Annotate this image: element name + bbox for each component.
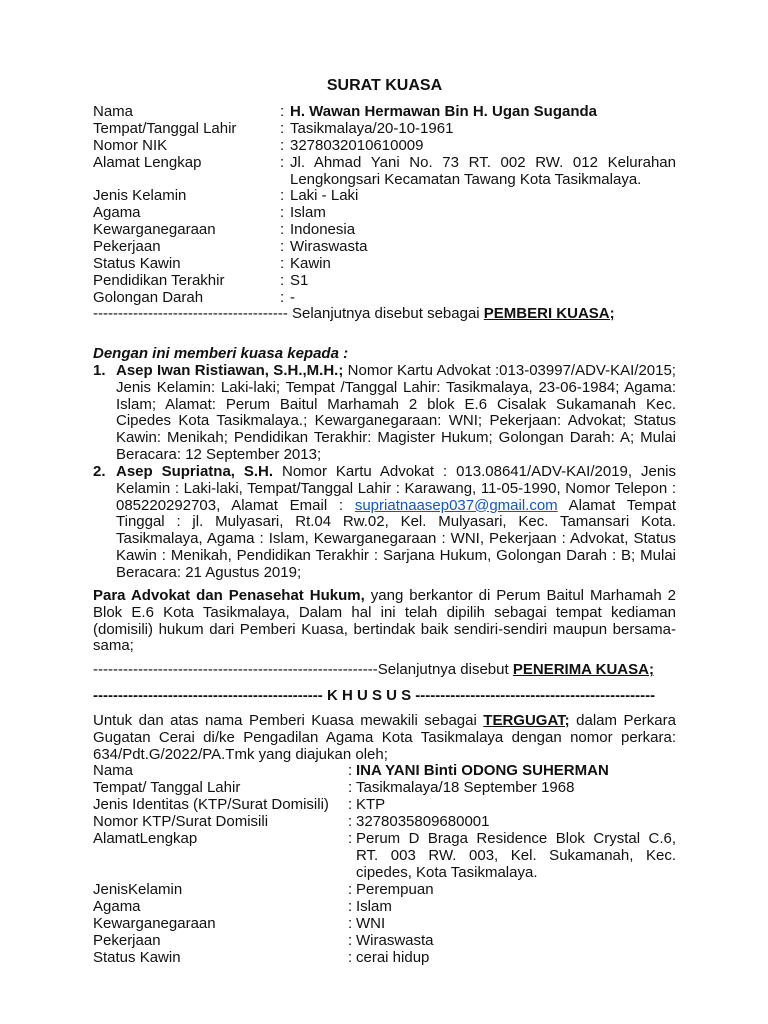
field-value: Islam	[290, 204, 326, 221]
field-colon: :	[280, 221, 285, 238]
field-value: Perempuan	[356, 881, 434, 898]
khusus-line	[93, 688, 676, 705]
field-label: Tempat/ Tanggal Lahir	[93, 779, 241, 796]
document-title: SURAT KUASA	[326, 77, 443, 94]
field-label: Nama	[93, 762, 134, 779]
advokat-entry	[116, 464, 676, 582]
field-colon: :	[348, 898, 353, 915]
dash-separator: ---------------------------------------------------------	[93, 662, 378, 678]
penerima-kuasa-role: PENERIMA KUASA;	[512, 662, 654, 678]
field-value: WNI	[356, 915, 386, 932]
untuk-paragraph	[93, 713, 676, 763]
advokat-details: Nomor Kartu Advokat : 013.08641/ADV-KAI/2019, Jenis Kelamin : Laki-laki, Tempat/Tanggal Lahir : Karawang, 11-05-1990, Nomor Telepon : 085220292703, Alamat Email :	[116, 463, 676, 514]
field-value: H. Wawan Hermawan Bin H. Ugan Suganda	[290, 103, 597, 120]
email-link[interactable]: supriatnaasep037@gmail.com	[354, 496, 558, 514]
field-label: Pendidikan Terakhir	[93, 272, 225, 289]
field-value: -	[290, 289, 295, 306]
para-advokat-text: yang berkantor di Perum Baitul Marhamah 2 Blok E.6 Kota Tasikmalaya, Dalam hal ini telah dipilih sebagai tempat kediaman (domisili) hukum dari Pemberi Kuasa, bertindak baik sendiri-sendiri maupun bersama-sama;	[93, 587, 676, 655]
para-advokat-paragraph	[93, 588, 676, 655]
dash-separator: ----------------------------------------------	[93, 688, 327, 704]
field-colon: :	[348, 932, 353, 949]
line-text: Selanjutnya disebut sebagai	[287, 306, 484, 322]
advokat-details-continued: Alamat Tempat Tinggal : jl. Mulyasari, Rt.04 Rw.02, Kel. Mulyasari, Kec. Tamansari Kota. Tasikmalaya, Agama : Islam, Kewarganegaraan : WNI, Pekerjaan : Advokat, Status Kawin : Menikah, Pendidikan Terakhir : Sarjana Hukum, Golongan Darah : B; Mulai Beracara: 21 Agustus 2019;	[116, 496, 676, 581]
field-value: Islam	[356, 898, 392, 915]
field-colon: :	[280, 272, 285, 289]
field-label: Jenis Kelamin	[93, 187, 187, 204]
field-value: Wiraswasta	[290, 238, 368, 255]
field-value: 3278032010610009	[290, 137, 424, 154]
list-number: 1.	[93, 362, 106, 379]
field-label: Jenis Identitas (KTP/Surat Domisili)	[93, 796, 329, 813]
para-advokat-label: Para Advokat dan Penasehat Hukum,	[93, 587, 365, 604]
list-item	[93, 363, 676, 463]
field-colon: :	[348, 830, 353, 847]
field-colon: :	[348, 881, 353, 898]
field-colon: :	[348, 779, 353, 796]
field-label: Status Kawin	[93, 255, 181, 272]
pemberi-kuasa-line	[93, 306, 676, 323]
untuk-text: Untuk dan atas nama Pemberi Kuasa mewakili sebagai	[93, 712, 484, 729]
field-label: Nomor NIK	[93, 137, 168, 154]
field-label: Status Kawin	[93, 949, 181, 966]
field-colon: :	[280, 289, 285, 306]
field-label: Agama	[93, 204, 141, 221]
pemberi-kuasa-role: PEMBERI KUASA;	[483, 306, 615, 322]
field-value: Indonesia	[290, 221, 356, 238]
field-colon: :	[348, 762, 353, 779]
advokat-name: Asep Supriatna, S.H.	[116, 463, 274, 480]
dash-separator: ------------------------------------------------	[411, 688, 656, 704]
field-value: Tasikmalaya/18 September 1968	[356, 779, 575, 796]
field-colon: :	[280, 255, 285, 272]
list-item	[93, 464, 676, 584]
field-label: Alamat Lengkap	[93, 154, 202, 171]
field-label: Agama	[93, 898, 141, 915]
field-label: JenisKelamin	[93, 881, 183, 898]
advokat-name: Asep Iwan Ristiawan, S.H.,M.H.;	[116, 362, 344, 379]
field-colon: :	[348, 796, 353, 813]
field-value: KTP	[356, 796, 386, 813]
field-value: Perum D Braga Residence Blok Crystal C.6, RT. 003 RW. 003, Kel. Sukamanah, Kec. cipedes, Kota Tasikmalaya.	[356, 830, 676, 881]
dash-separator: ---------------------------------------	[93, 306, 288, 322]
kuasa-heading: Dengan ini memberi kuasa kepada :	[93, 345, 349, 362]
field-colon: :	[280, 238, 285, 255]
field-value: cerai hidup	[356, 949, 430, 966]
field-value: INA YANI Binti ODONG SUHERMAN	[356, 762, 609, 779]
field-label: Nama	[93, 103, 134, 120]
field-value: 3278035809680001	[356, 813, 490, 830]
field-label: AlamatLengkap	[93, 830, 198, 847]
field-value: Kawin	[290, 255, 331, 272]
list-number: 2.	[93, 463, 106, 480]
field-value: Laki - Laki	[290, 187, 359, 204]
advokat-entry	[116, 363, 676, 464]
field-value: Jl. Ahmad Yani No. 73 RT. 002 RW. 012 Kelurahan Lengkongsari Kecamatan Tawang Kota Tasikmalaya.	[290, 154, 676, 188]
penerima-kuasa-line	[93, 662, 676, 679]
khusus-word: K H U S U S	[326, 688, 412, 704]
field-colon: :	[280, 187, 285, 204]
field-colon: :	[280, 204, 285, 221]
field-label: Pekerjaan	[93, 238, 161, 255]
field-colon: :	[348, 915, 353, 932]
advokat-details: Nomor Kartu Advokat :013-03997/ADV-KAI/2015; Jenis Kelamin: Laki-laki; Tempat /Tanggal Lahir: Tasikmalaya, 23-06-1984; Agama: Islam; Alamat: Perum Baitul Marhamah 2 blok E.6 Cisalak Sukamanah Kec. Cipedes Kota Tasikmalaya.; Kewarganegaraan: WNI; Pekerjaan: Advokat; Status Kawin: Menikah; Pendidikan Terakhir: Magister Hukum; Golongan Darah: A; Mulai Beracara: 12 September 2013;	[116, 362, 676, 463]
line-text: Selanjutnya disebut	[377, 662, 513, 678]
field-label: Kewarganegaraan	[93, 915, 216, 932]
field-label: Golongan Darah	[93, 289, 204, 306]
field-label: Kewarganegaraan	[93, 221, 216, 238]
field-colon: :	[280, 120, 285, 137]
field-label: Tempat/Tanggal Lahir	[93, 120, 237, 137]
field-colon: :	[280, 103, 285, 120]
field-value: Wiraswasta	[356, 932, 434, 949]
field-value: S1	[290, 272, 309, 289]
field-value: Tasikmalaya/20-10-1961	[290, 120, 454, 137]
field-colon: :	[280, 137, 285, 154]
field-colon: :	[280, 154, 285, 171]
field-label: Nomor KTP/Surat Domisili	[93, 813, 269, 830]
field-colon: :	[348, 813, 353, 830]
tergugat-role: TERGUGAT;	[483, 712, 570, 729]
untuk-text-continued: dalam Perkara Gugatan Cerai di/ke Pengadilan Agama Kota Tasikmalaya dengan nomor perkara: 634/Pdt.G/2022/PA.Tmk yang diajukan oleh;	[93, 712, 676, 763]
field-colon: :	[348, 949, 353, 966]
field-label: Pekerjaan	[93, 932, 161, 949]
